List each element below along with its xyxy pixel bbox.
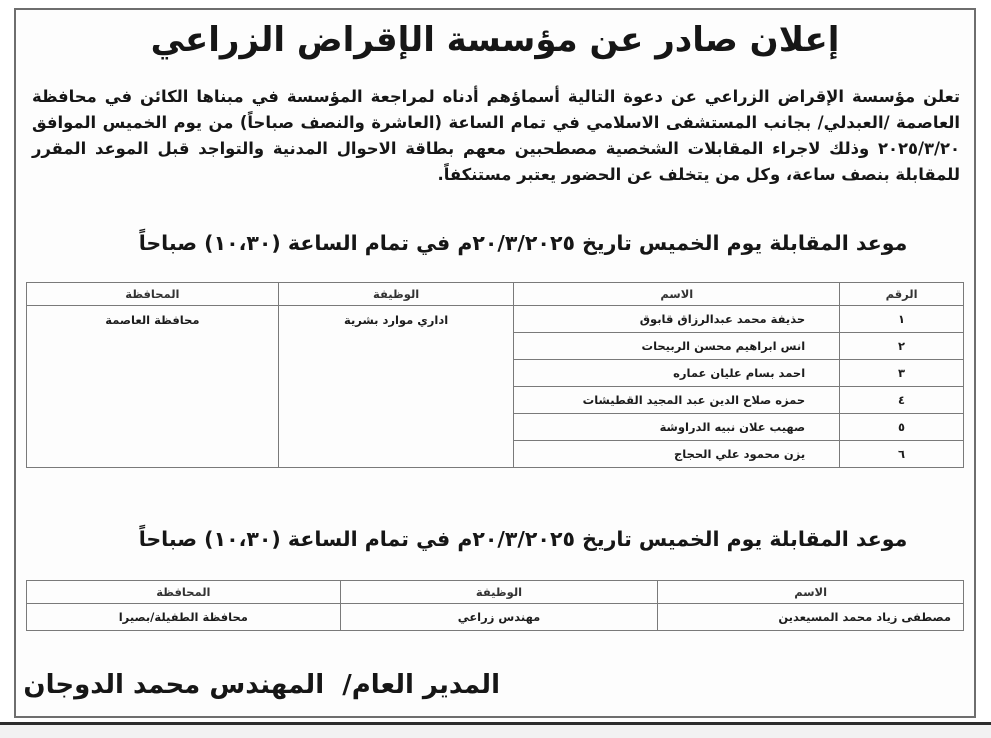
header-name: الاسم	[658, 581, 964, 604]
table-header-row	[27, 283, 964, 306]
cell-number: ٤	[840, 387, 964, 414]
cell-number: ١	[840, 306, 964, 333]
announcement-frame	[14, 8, 976, 718]
cell-name: احمد بسام عليان عماره	[514, 360, 840, 387]
announcement-body: تعلن مؤسسة الإقراض الزراعي عن دعوة التالية أسماؤهم أدناه لمراجعة المؤسسة في مبناها الكائن في محافظة العاصمة /العبدلي/ بجانب المستشفى الاسلامي في تمام الساعة (العاشرة والنصف صباحاً) من يوم الخميس الموافق ٢٠٢٥/٣/٢٠ وذلك لاجراء المقابلات الشخصية مصطحبين معهم بطاقة الاحوال المدنية والتواجد قبل الموعد المقرر للمقابلة بنصف ساعة، وكل من يتخلف عن الحضور يعتبر مستنكفاً.	[32, 87, 960, 184]
table-row	[27, 604, 964, 631]
cell-name: مصطفى زياد محمد المسيعدين	[658, 604, 964, 631]
table-row	[27, 306, 964, 333]
cell-number: ٢	[840, 333, 964, 360]
header-job: الوظيفة	[340, 581, 658, 604]
cell-number: ٥	[840, 414, 964, 441]
cell-job: مهندس زراعي	[340, 604, 658, 631]
candidates-table	[26, 282, 964, 468]
cell-name: يزن محمود علي الحجاج	[514, 441, 840, 468]
signature-line: المدير العام/ المهندس محمد الدوجان	[23, 670, 500, 700]
cell-name: حمزه صلاح الدين عبد المجيد القطيشات	[514, 387, 840, 414]
engineer-candidate-table	[26, 580, 964, 631]
table-header-row	[27, 581, 964, 604]
interview-schedule-first: موعد المقابلة يوم الخميس تاريخ ٢٠/٣/٢٠٢٥م في تمام الساعة (١٠،٣٠) صباحاً	[138, 231, 908, 255]
cell-name: حذيفة محمد عبدالرزاق قابوق	[514, 306, 840, 333]
header-job: الوظيفة	[278, 283, 514, 306]
cell-job: اداري موارد بشرية	[278, 306, 514, 468]
header-number: الرقم	[840, 283, 964, 306]
header-governorate: المحافظة	[27, 581, 341, 604]
cell-governorate: محافظة الطفيلة/بصيرا	[27, 604, 341, 631]
cell-name: انس ابراهيم محسن الربيحات	[514, 333, 840, 360]
cell-name: صهيب علان نبيه الدراوشة	[514, 414, 840, 441]
cell-number: ٦	[840, 441, 964, 468]
cell-number: ٣	[840, 360, 964, 387]
header-governorate: المحافظة	[27, 283, 279, 306]
interview-schedule-second: موعد المقابلة يوم الخميس تاريخ ٢٠/٣/٢٠٢٥م في تمام الساعة (١٠،٣٠) صباحاً	[138, 527, 908, 551]
page-footer-strip	[0, 725, 991, 738]
announcement-title: إعلان صادر عن مؤسسة الإقراض الزراعي	[150, 20, 840, 60]
header-name: الاسم	[514, 283, 840, 306]
cell-governorate: محافظة العاصمة	[27, 306, 279, 468]
